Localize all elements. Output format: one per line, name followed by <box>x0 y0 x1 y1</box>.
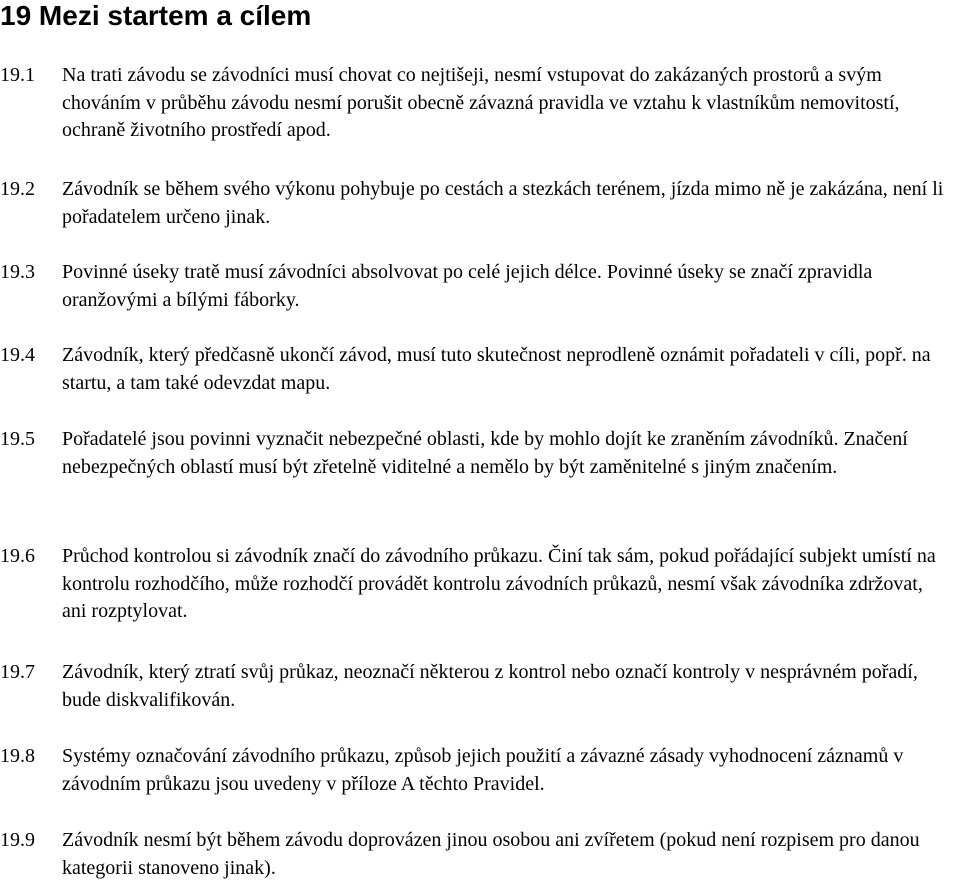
rule-19-3 <box>0 259 948 314</box>
rule-text: Závodník, který předčasně ukončí závod, musí tuto skutečnost neprodleně oznámit pořadateli v cíli, popř. na startu, a tam také odevzdat mapu. <box>62 344 931 394</box>
rule-number: 19.6 <box>0 545 35 567</box>
rule-19-6 <box>0 543 948 626</box>
rule-number: 19.5 <box>0 428 35 450</box>
rule-19-5 <box>0 426 948 481</box>
rule-19-9 <box>0 827 948 882</box>
rule-number: 19.7 <box>0 661 35 683</box>
rule-19-4 <box>0 342 948 397</box>
rule-19-1 <box>0 62 948 145</box>
rule-number: 19.9 <box>0 829 35 851</box>
rule-number: 19.3 <box>0 261 35 283</box>
rule-text: Závodník nesmí být během závodu doprovázen jinou osobou ani zvířetem (pokud není rozpisem pro danou kategorii stanoveno jinak). <box>62 829 920 879</box>
rule-number: 19.1 <box>0 64 35 86</box>
rule-19-8 <box>0 743 948 798</box>
rule-text: Pořadatelé jsou povinni vyznačit nebezpečné oblasti, kde by mohlo dojít ke zraněním závodníků. Značení nebezpečných oblastí musí být zřetelně viditelné a nemělo by být zaměnitelné s jiným značením. <box>62 428 908 478</box>
rule-19-2 <box>0 176 948 231</box>
rule-text: Systémy označování závodního průkazu, způsob jejich použití a závazné zásady vyhodnocení záznamů v závodním průkazu jsou uvedeny v příloze A těchto Pravidel. <box>62 745 904 795</box>
rule-text: Závodník, který ztratí svůj průkaz, neoznačí některou z kontrol nebo označí kontroly v nesprávném pořadí, bude diskvalifikován. <box>62 661 918 711</box>
rule-text: Na trati závodu se závodníci musí chovat co nejtišeji, nesmí vstupovat do zakázaných prostorů a svým chováním v průběhu závodu nesmí porušit obecně závazná pravidla ve vztahu k vlastníkům nemovitostí, ochraně životního prostředí apod. <box>62 64 900 141</box>
rule-text: Závodník se během svého výkonu pohybuje po cestách a stezkách terénem, jízda mimo ně je zakázána, není li pořadatelem určeno jinak. <box>62 178 944 228</box>
rule-text: Povinné úseky tratě musí závodníci absolvovat po celé jejich délce. Povinné úseky se značí zpravidla oranžovými a bílými fáborky. <box>62 261 873 311</box>
rule-number: 19.8 <box>0 745 35 767</box>
rule-number: 19.2 <box>0 178 35 200</box>
rule-number: 19.4 <box>0 344 35 366</box>
section-heading: 19 Mezi startem a cílem <box>0 0 312 31</box>
rule-text: Průchod kontrolou si závodník značí do závodního průkazu. Činí tak sám, pokud pořádající subjekt umístí na kontrolu rozhodčího, může rozhodčí provádět kontrolu závodních průkazů, nesmí však závodníka zdržovat, ani rozptylovat. <box>62 545 936 622</box>
rule-19-7 <box>0 659 948 714</box>
